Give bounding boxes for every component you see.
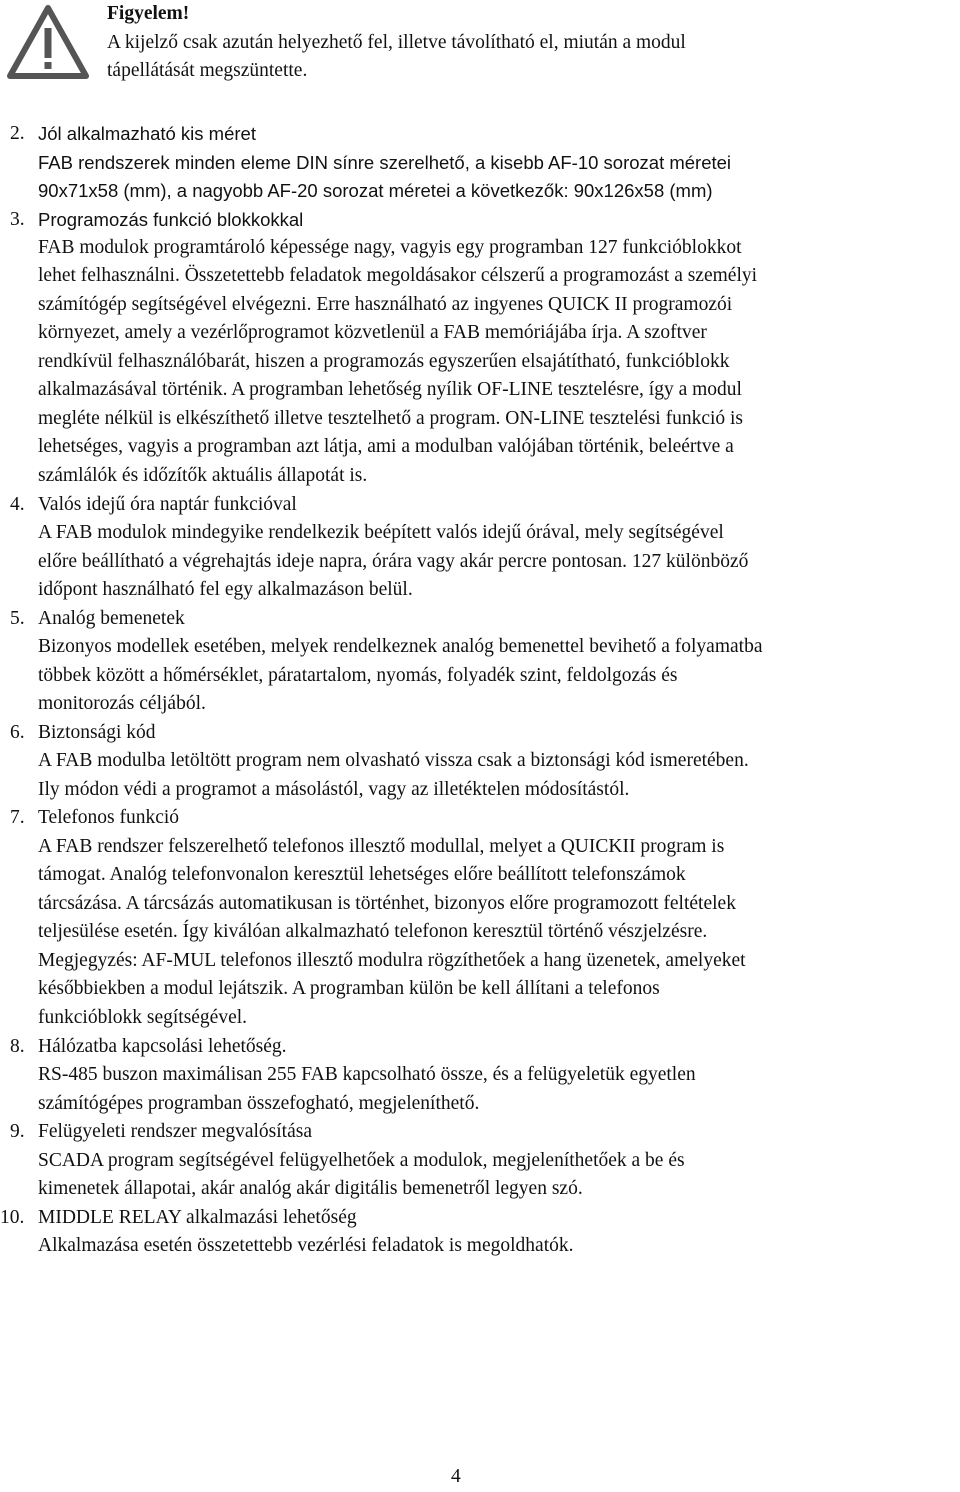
item-line: teljesülése esetén. Így kiválóan alkalmazható telefonon keresztül történő vészjelzésre. [38,921,708,942]
item-line: SCADA program segítségével felügyelhetőek a modulok, megjeleníthetőek a be és [38,1150,685,1171]
item-line: RS-485 buszon maximálisan 255 FAB kapcsolható össze, és a felügyeletük egyetlen [38,1064,696,1085]
page-number: 4 [451,1466,461,1487]
item-line: funkcióblokk segítségével. [38,1007,248,1028]
item-title: Programozás funkció blokkokkal [38,209,304,230]
warning-title: Figyelem! [107,3,190,24]
item-title: MIDDLE RELAY alkalmazási lehetőség [38,1207,357,1228]
item-title: Telefonos funkció [38,807,180,828]
item-line: többek között a hőmérséklet, páratartalom, nyomás, folyadék szint, feldolgozás és [38,665,678,686]
item-title: Felügyeleti rendszer megvalósítása [38,1121,312,1142]
item-number: 5. [10,608,25,629]
warning-line: A kijelző csak azután helyezhető fel, illetve távolítható el, miután a modul [107,31,686,53]
warning-line: tápellátását megszüntette. [107,60,308,81]
item-line: számítógép segítségével elvégezni. Erre használható az ingyenes QUICK II programozói [38,294,733,315]
item-line: rendkívül felhasználóbarát, hiszen a programozás egyszerűen elsajátítható, funkcióblokk [38,351,730,372]
item-number: 10. [0,1207,25,1228]
item-number: 9. [10,1121,25,1142]
item-line: lehet felhasználni. Összetettebb feladatok megoldásakor célszerű a programozást a személyi [38,265,758,286]
item-line: Bizonyos modellek esetében, melyek rendelkeznek analóg bemenettel bevihető a folyamatba [38,636,763,657]
item-number: 4. [10,494,25,515]
item-line: előre beállítható a végrehajtás ideje napra, órára vagy akár percre pontosan. 127 különböző [38,551,749,572]
item-line: Alkalmazása esetén összetettebb vezérlési feladatok is megoldhatók. [38,1235,574,1256]
item-title: Biztonsági kód [38,722,156,743]
item-line: A FAB modulba letöltött program nem olvasható vissza csak a biztonsági kód ismeretében. [38,750,749,771]
item-line: Megjegyzés: AF-MUL telefonos illesztő modulra rögzíthetőek a hang üzenetek, amelyeket [38,950,746,971]
item-line: 90x71x58 (mm), a nagyobb AF-20 sorozat méretei a következők: 90x126x58 (mm) [38,180,713,201]
item-line: monitorozás céljából. [38,693,206,714]
item-title: Valós idejű óra naptár funkcióval [38,494,297,515]
item-line: A FAB modulok mindegyike rendelkezik beépített valós idejű órával, mely segítségével [38,522,724,543]
item-number: 8. [10,1036,25,1057]
item-line: kimenetek állapotai, akár analóg akár digitális bemenetről legyen szó. [38,1178,583,1199]
item-number: 3. [10,209,25,230]
item-line: FAB modulok programtároló képessége nagy, vagyis egy programban 127 funkcióblokkot [38,237,742,258]
item-number: 7. [10,807,25,828]
item-line: időpont használható fel egy alkalmazáson belül. [38,579,413,600]
item-line: megléte nélkül is elkészíthető illetve tesztelhető a program. ON-LINE tesztelési funkció is [38,408,744,429]
item-line: alkalmazásával történik. A programban lehetőség nyílik OF-LINE tesztelésre, így a modul [38,379,742,400]
item-line: környezet, amely a vezérlőprogramot közvetlenül a FAB memóriájába írja. A szoftver [38,322,707,343]
item-line: támogat. Analóg telefonvonalon keresztül lehetséges előre beállított telefonszámok [38,864,686,885]
item-line: későbbiekben a modul lejátszik. A programban külön be kell állítani a telefonos [38,978,660,999]
item-line: FAB rendszerek minden eleme DIN sínre szerelhető, a kisebb AF-10 sorozat méretei [38,152,732,173]
item-line: lehetséges, vagyis a programban azt látja, ami a modulban valójában történik, beleértve a [38,436,734,457]
item-title: Analóg bemenetek [38,608,185,629]
item-line: A FAB rendszer felszerelhető telefonos illesztő modullal, melyet a QUICKII program is [38,836,725,857]
item-title: Hálózatba kapcsolási lehetőség. [38,1036,287,1057]
item-line: tárcsázása. A tárcsázás automatikusan is történhet, bizonyos előre programozott feltételek [38,893,736,914]
item-title: Jól alkalmazható kis méret [38,123,256,144]
item-number: 2. [10,123,25,144]
item-line: számlálók és időzítők aktuális állapotát is. [38,465,368,486]
item-line: Ily módon védi a programot a másolástól, vagy az illetéktelen módosítástól. [38,779,630,800]
item-line: számítógépes programban összefogható, megjeleníthető. [38,1093,480,1114]
item-number: 6. [10,722,25,743]
